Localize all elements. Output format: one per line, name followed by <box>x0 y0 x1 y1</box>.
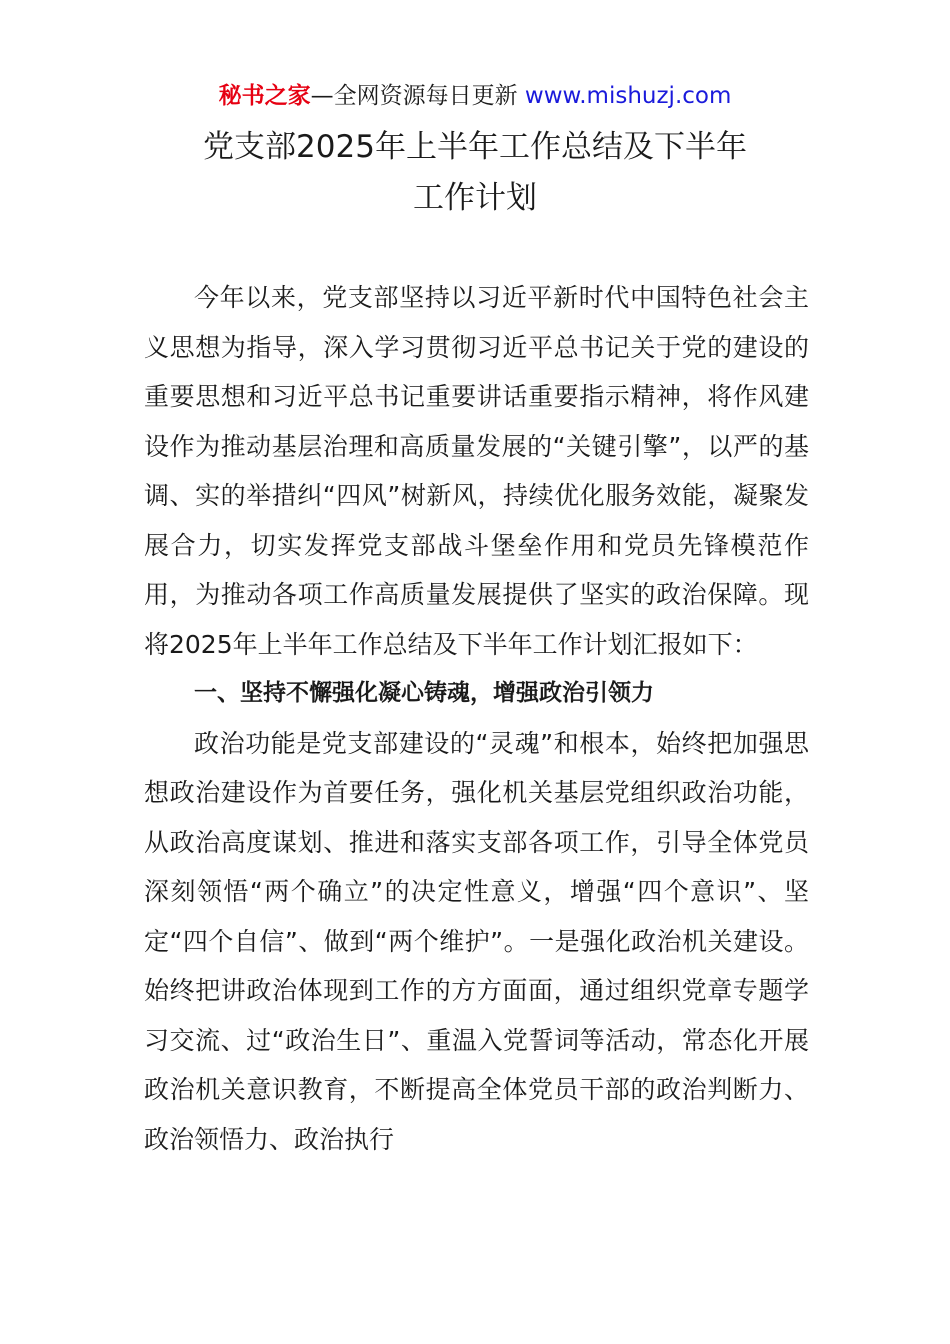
brand-name: 秘书之家 <box>218 83 311 109</box>
document-title <box>0 122 950 224</box>
site-url-link[interactable]: www.mishuzj.com <box>524 83 732 109</box>
title-line-2: 工作计划 <box>413 180 537 216</box>
intro-paragraph: 今年以来，党支部坚持以习近平新时代中国特色社会主义思想为指导，深入学习贯彻习近平总书记关于党的建设的重要思想和习近平总书记重要讲话重要指示精神，将作风建设作为推动基层治理和高质量发展的“关键引擎”，以严的基调、实的举措纠“四风”树新风，持续优化服务效能，凝聚发展合力，切实发挥党支部战斗堡垒作用和党员先锋模范作用，为推动各项工作高质量发展提供了坚实的政治保障。现将2025年上半年工作总结及下半年工作计划汇报如下： <box>144 283 809 659</box>
title-line-1: 党支部2025年上半年工作总结及下半年 <box>203 129 747 165</box>
section-1-paragraph: 政治功能是党支部建设的“灵魂”和根本，始终把加强思想政治建设作为首要任务，强化机关基层党组织政治功能，从政治高度谋划、推进和落实支部各项工作，引导全体党员深刻领悟“两个确立”的决定性意义，增强“四个意识”、坚定“四个自信”、做到“两个维护”。一是强化政治机关建设。始终把讲政治体现到工作的方方面面，通过组织党章专题学习交流、过“政治生日”、重温入党誓词等活动，常态化开展政治机关意识教育，不断提高全体党员干部的政治判断力、政治领悟力、政治执行 <box>144 728 809 1154</box>
section-heading-1: 一、坚持不懈强化凝心铸魂，增强政治引领力 <box>194 680 654 706</box>
site-header <box>0 79 950 113</box>
document-body <box>144 273 809 1164</box>
header-tagline: —全网资源每日更新 <box>310 83 525 109</box>
